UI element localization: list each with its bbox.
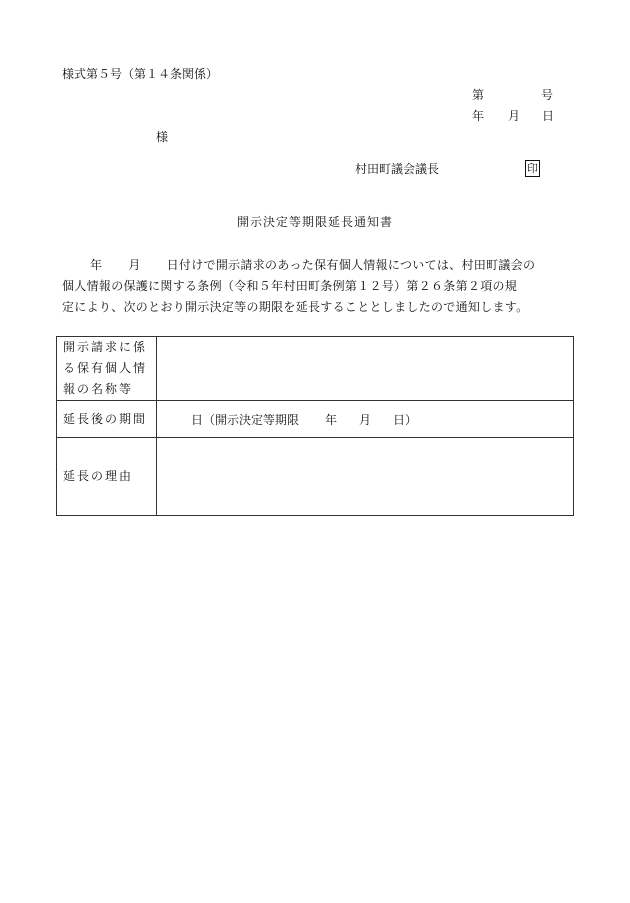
document-title: 開示決定等期限延長通知書 — [236, 215, 393, 229]
period-day-text: 日（開示決定等期限 — [191, 412, 300, 427]
seal-mark: 印 — [527, 162, 538, 175]
date-month-label: 月 — [508, 109, 521, 123]
form-number: 様式第５号（第１４条関係） — [62, 67, 219, 81]
table-row — [57, 438, 574, 516]
body-year-label: 年 — [90, 258, 103, 272]
row-label-extension-reason: 延長の理由 — [57, 438, 157, 516]
period-year-label: 年 — [325, 412, 338, 427]
notice-line-1 — [62, 255, 574, 276]
body-month-label: 月 — [128, 258, 141, 272]
notice-line-2: 個人情報の保護に関する条例（令和５年村田町条例第１２号）第２６条第２項の規 — [62, 279, 518, 293]
notice-line-3: 定により、次のとおり開示決定等の期限を延長することとしましたので通知します。 — [62, 300, 529, 314]
sender-name: 村田町議会議長 — [355, 162, 440, 176]
date-day-label: 日 — [542, 109, 555, 123]
item-name-field[interactable] — [157, 337, 574, 401]
table-row — [57, 401, 574, 438]
info-table — [56, 336, 574, 516]
document-number-suffix: 号 — [541, 88, 554, 102]
table-row — [57, 337, 574, 401]
notice-body — [62, 255, 574, 318]
addressee-honorific: 様 — [156, 130, 169, 144]
extended-period-field[interactable] — [157, 401, 574, 438]
document-number-prefix: 第 — [472, 88, 485, 102]
period-month-label: 月 — [359, 412, 372, 427]
period-day-end: 日） — [393, 412, 418, 427]
body-line-1-text: 日付けで開示請求のあった保有個人情報については、村田町議会の — [166, 258, 536, 272]
row-label-item-name: 開示請求に係る保有個人情報の名称等 — [57, 337, 157, 401]
row-label-extended-period: 延長後の期間 — [57, 401, 157, 438]
date-year-label: 年 — [472, 109, 485, 123]
extension-reason-field[interactable] — [157, 438, 574, 516]
